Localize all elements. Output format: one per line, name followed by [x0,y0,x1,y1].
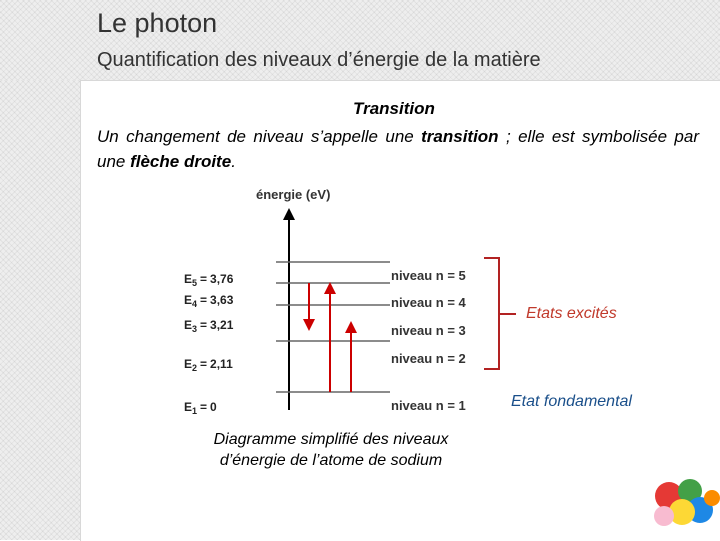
caption-line-2: d’énergie de l’atome de sodium [219,452,443,469]
slide-title: Le photon [97,8,218,38]
colored-balls-logo [654,479,720,526]
diagram-caption [186,429,476,471]
level-label-e4: $E_4 = 3,63$ [184,293,234,309]
excited-states-label: Etats excités [526,305,617,322]
caption-line-1: Diagramme simplifié des niveaux [213,431,449,448]
level-label-e2: $E_2 = 2,11$ [184,357,233,373]
energy-axis-label: énergie (eV) [256,187,331,202]
paragraph-text-3: . [231,152,236,171]
level-name-3: niveau n = 3 [391,323,466,338]
excited-states-bracket [484,258,499,369]
paragraph-text-1: Un changement de niveau s’appelle une [97,127,422,146]
level-name-2: niveau n = 2 [391,351,466,366]
level-name-5: niveau n = 5 [391,268,466,283]
section-heading: Transition [353,99,435,118]
level-name-4: niveau n = 4 [391,295,466,310]
level-name-1: niveau n = 1 [391,398,466,413]
level-label-e3: $E_3 = 3,21$ [184,318,234,334]
paragraph-bold-transition: transition [421,127,499,146]
level-label-e5: $E_5 = 3,76$ [184,272,234,288]
slide-subtitle: Quantification des niveaux d’énergie de la matière [97,49,541,71]
ground-state-label: Etat fondamental [511,393,632,410]
paragraph-text-2: ; elle est symbolisée par une [97,127,699,171]
paragraph-bold-arrow: flèche droite [130,152,232,171]
level-label-e1: $E_1 = 0$ [184,400,217,416]
